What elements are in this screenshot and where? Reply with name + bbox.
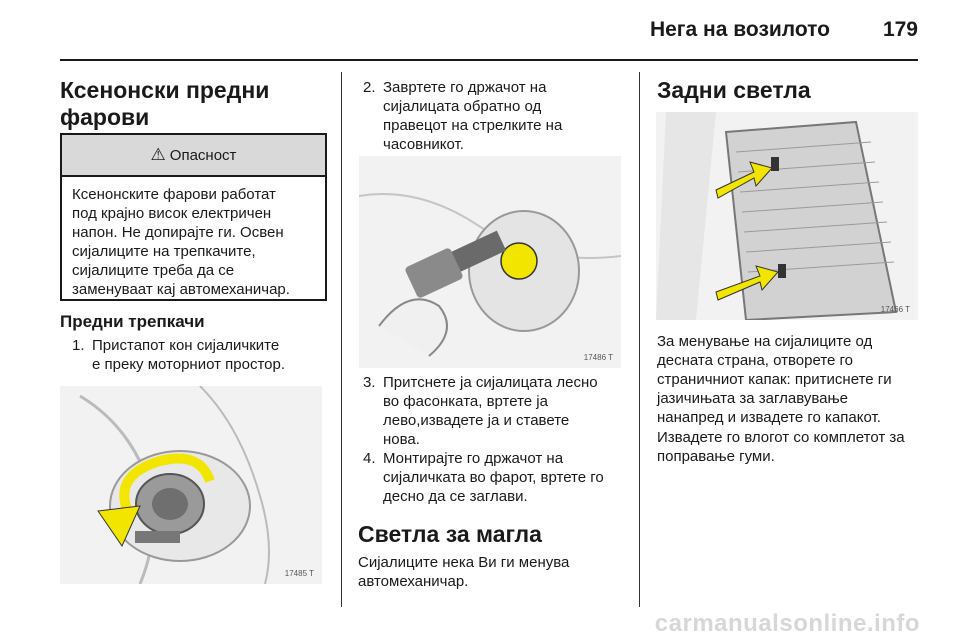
rear-lights-text-2: Извадете го влогот со комплетот за поправање гуми. <box>657 429 905 465</box>
image-code: 17485 T <box>284 569 314 578</box>
step-1: 1. Пристапот кон сијаличките е преку моторниот простор. <box>72 337 286 373</box>
illustration-rear-cover <box>656 112 918 320</box>
fog-lights-text: Сијалиците нека Ви ги менува автомеханичар. <box>358 554 570 590</box>
danger-text: Ксенонските фарови работат под крајно висок електричен напон. Не допирајте ги. Освен сијалиците на трепкачите, сијалиците треба да се заменуваат кај автомеханичар. <box>72 186 290 298</box>
section-heading-fog-lights: Светла за магла <box>358 521 542 547</box>
column-divider-1 <box>341 72 342 607</box>
danger-title: Опасност <box>169 146 237 164</box>
step-3: 3. Притснете ја сијалицата лесно во фасонката, вртете ја лево,извадете ја и ставете нова. <box>363 374 598 448</box>
subheading-front-indicators: Предни трепкачи <box>60 312 205 331</box>
section-heading-rear-lights: Задни светла <box>657 77 811 103</box>
watermark: carmanualsonline.info <box>654 610 920 637</box>
illustration-bulb-holder <box>359 156 621 368</box>
image-code: 17486 T <box>583 353 613 362</box>
step-4: 4. Монтирајте го држачот на сијаличката во фарот, вртете го десно да се заглави. <box>363 450 604 505</box>
warning-triangle-icon: ⚠ <box>150 145 166 164</box>
column-divider-2 <box>639 72 640 607</box>
rear-lights-text-1: За менување на сијалиците од десната страна, отворете го страничниот капак: притиснете ги јазичињата за заглавување нанапред и извадете го капакот. <box>657 333 892 426</box>
page-number: 179 <box>882 18 918 41</box>
section-heading-xenon: Ксенонски предни фарови <box>60 77 270 130</box>
header-rule <box>60 59 918 61</box>
danger-box-header <box>62 135 325 177</box>
image-code: 17466 T <box>880 305 910 314</box>
danger-box <box>60 133 327 301</box>
step-2: 2. Завртете го држачот на сијалицата обратно од правецот на стрелките на часовникот. <box>363 79 563 153</box>
illustration-headlamp-access <box>60 386 322 584</box>
running-header-title: Нега на возилото <box>649 18 830 41</box>
